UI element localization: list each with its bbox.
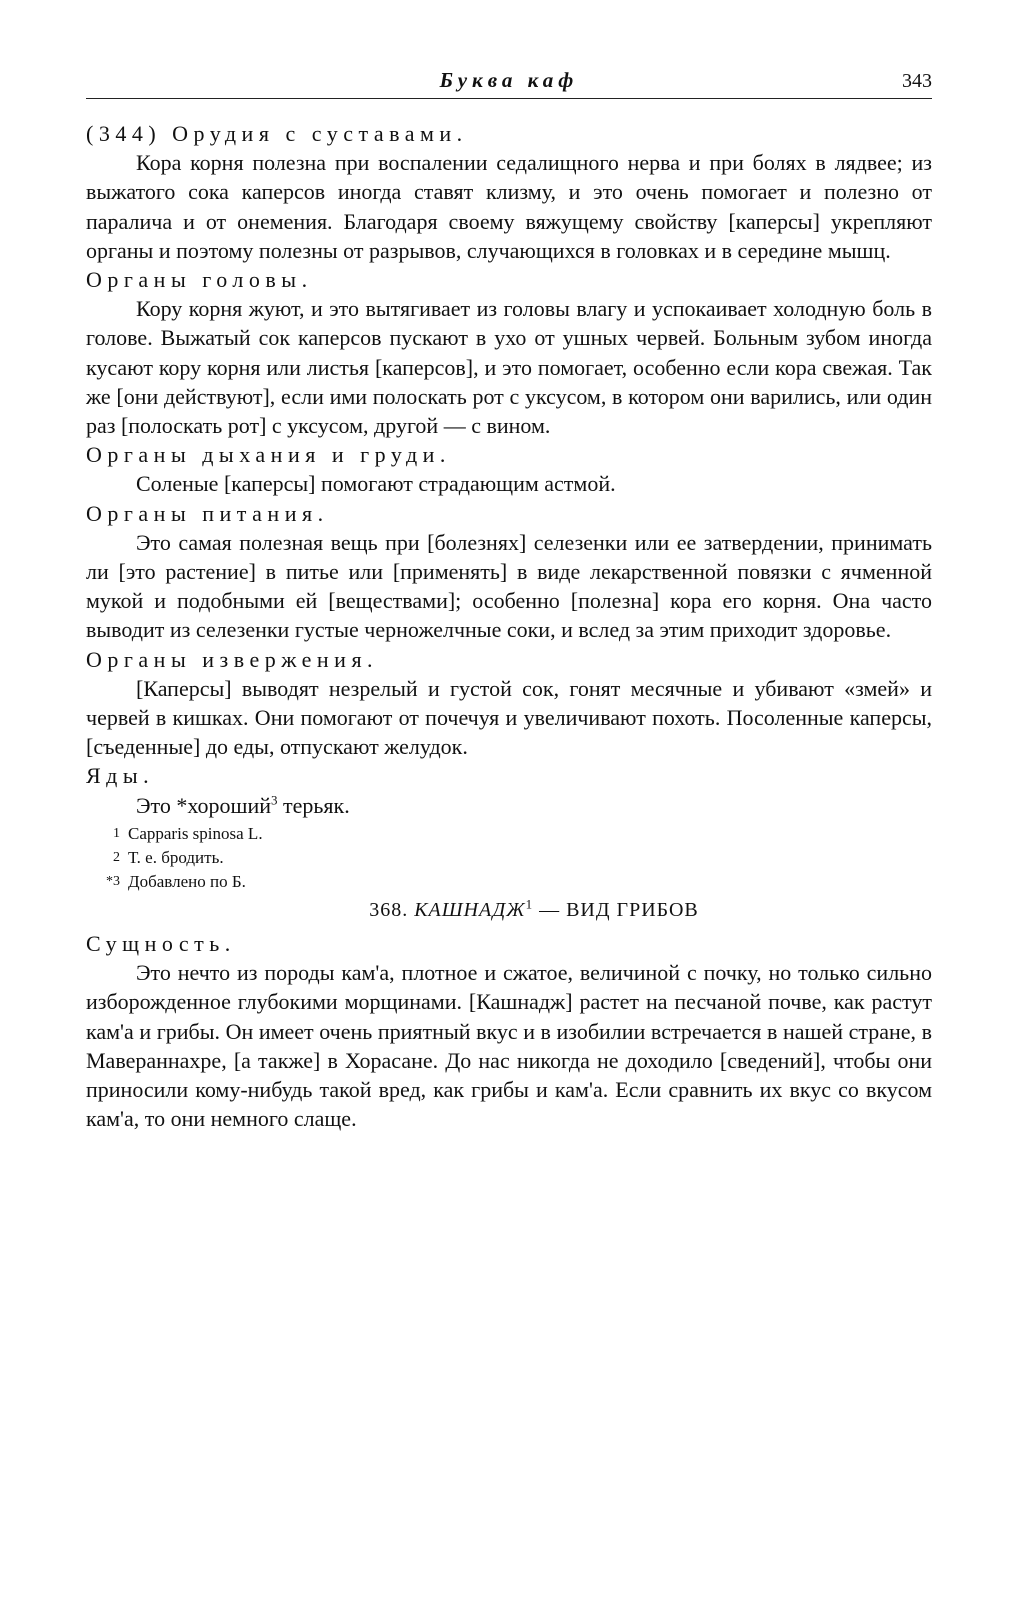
section-paragraph: [Каперсы] выводят незрелый и густой сок, гонят месячные и убивают «змей» и червей в кишках. Они помогают от почечуя и увеличивают похоть. Посоленные каперсы, [съеденные] до еды, отпускают желудок. bbox=[86, 675, 932, 760]
article-title bbox=[136, 896, 932, 925]
poisons-text-end: терьяк. bbox=[277, 792, 350, 818]
article-name: КАШНАДЖ bbox=[414, 898, 526, 921]
section-heading: Органы извержения. bbox=[86, 646, 379, 672]
footnote-text: Т. е. бродить. bbox=[128, 847, 224, 867]
page-header bbox=[86, 62, 932, 99]
article-paragraph: Это нечто из породы кам'а, плотное и сжатое, величиной с почку, но только сильно изборожденное глубокими морщинами. [Кашнадж] растет на песчаной почве, как растут кам'а и грибы. Он имеет очень приятный вкус и в изобилии встречается в нашей стране, в Мавераннахре, [а также] в Хорасане. До нас никогда не доходило [сведений], чтобы они приносили кому-нибудь такой вред, как грибы и кам'а. Если сравнить их вкус со вкусом кам'а, то они немного слаще. bbox=[86, 960, 932, 1132]
section-heading: (344) Орудия с суставами. bbox=[86, 121, 468, 146]
page-number: 343 bbox=[902, 70, 932, 92]
section-heading: Органы головы. bbox=[86, 267, 313, 293]
footnote-text: Capparis spinosa L. bbox=[128, 823, 263, 843]
article-subtitle: — ВИД ГРИБОВ bbox=[533, 898, 699, 921]
running-title: Буква каф bbox=[439, 68, 579, 92]
section-paragraph: Кора корня полезна при воспалении седалищного нерва и при болях в лядвее; из выжатого сока каперсов иногда ставят клизму, и это очень помогает и полезно от паралича и от онемения. Благодаря своему вяжущему свойству [каперсы] укрепляют органы и поэтому полезны от разрывов, случающихся в головках и в середине мышц. bbox=[86, 150, 932, 263]
footnote bbox=[94, 822, 932, 846]
book-page bbox=[86, 62, 932, 1134]
article-note-ref: 1 bbox=[525, 896, 534, 912]
poisons-text: Это *хороший bbox=[136, 792, 271, 818]
poisons-heading: Яды. bbox=[86, 763, 155, 789]
footnote bbox=[94, 870, 932, 894]
article-number: 368. bbox=[369, 898, 409, 921]
section-paragraph: Это самая полезная вещь при [болезнях] селезенки или ее затвердении, принимать ли [это растение] в питье или [применять] в виде лекарственной повязки с ячменной мукой и подобными ей [веществами]; особенно [полезна] кора его корня. Она часто выводит из селезенки густые черножелчные соки, и вслед за этим приходит здоровье. bbox=[86, 529, 932, 643]
footnote-mark: 2 bbox=[113, 849, 120, 865]
footnote-ref: 3 bbox=[271, 792, 278, 808]
footnote-mark: 1 bbox=[113, 825, 120, 841]
section-heading: Органы дыхания и груди. bbox=[86, 442, 451, 468]
section-paragraph: Соленые [каперсы] помогают страдающим астмой. bbox=[136, 471, 616, 497]
section-paragraph: Кору корня жуют, и это вытягивает из головы влагу и успокаивает холодную боль в голове. Выжатый сок каперсов пускают в ухо от ушных червей. Больным зубом иногда кусают кору корня или листья [каперсов], и это помогает, особенно если кора свежая. Так же [они действуют], если ими полоскать рот с уксусом, в котором они варились, или один раз [полоскать рот] с уксусом, другой — с вином. bbox=[86, 296, 932, 439]
poisons-paragraph bbox=[86, 791, 932, 820]
article-heading: Сущность. bbox=[86, 931, 236, 957]
footnote-text: Добавлено по Б. bbox=[128, 871, 246, 891]
section-heading: Органы питания. bbox=[86, 500, 329, 526]
footnotes bbox=[94, 822, 932, 894]
footnote bbox=[94, 846, 932, 870]
page-body bbox=[86, 119, 932, 1134]
footnote-mark: *3 bbox=[106, 873, 120, 889]
